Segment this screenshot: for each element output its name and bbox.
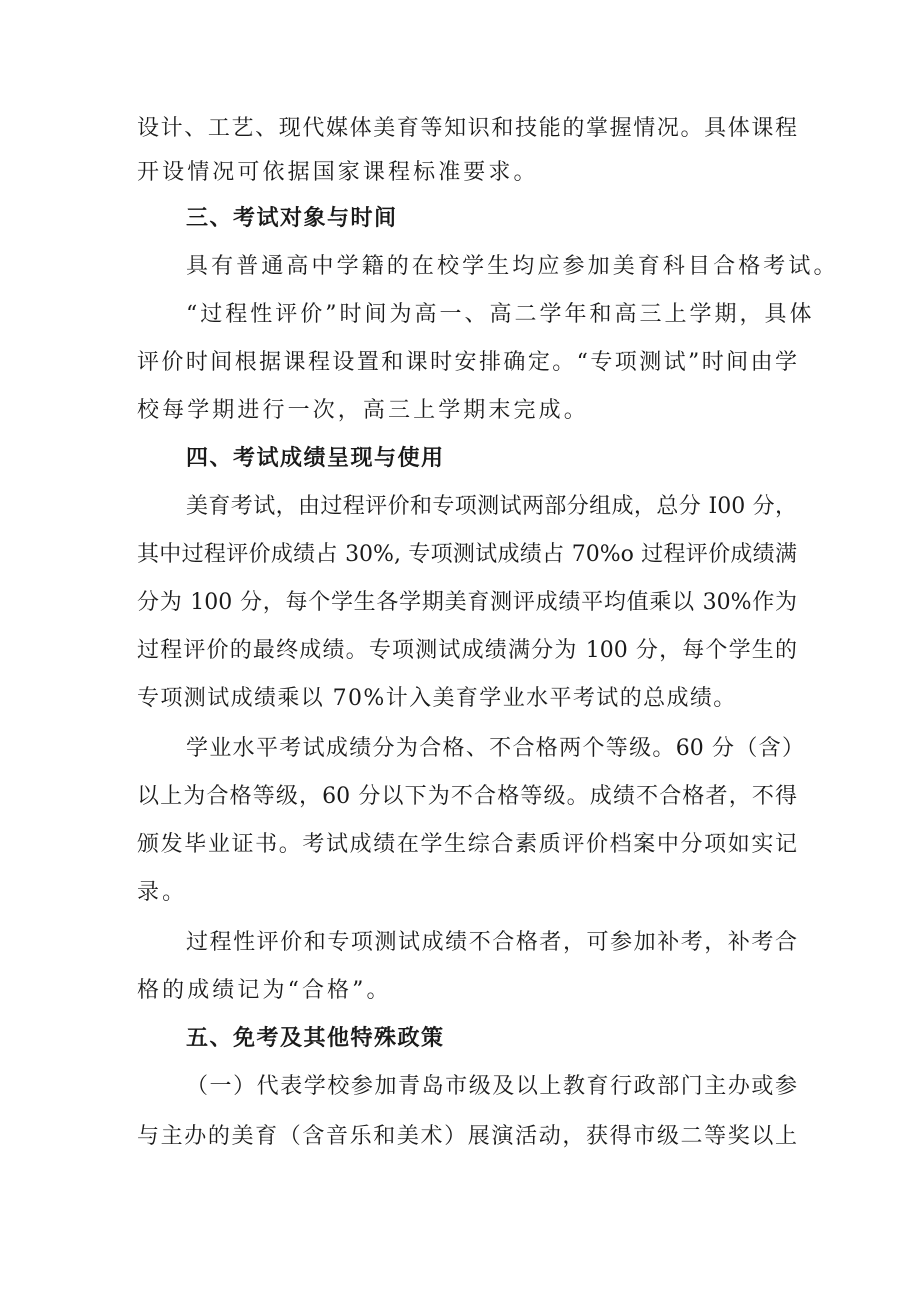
paragraph-line: 评价时间根据课程设置和课时安排确定。“专项测试”时间由学 bbox=[137, 350, 797, 375]
paragraph-line: 设计、工艺、现代媒体美育等知识和技能的掌握情况。具体课程 bbox=[137, 116, 797, 141]
paragraph-line: 美育考试，由过程评价和专项测试两部分组成，总分 I00 分， bbox=[186, 494, 797, 519]
section-heading: 三、考试对象与时间 bbox=[186, 206, 398, 231]
paragraph-line: 过程评价的最终成绩。专项测试成绩满分为 100 分，每个学生的 bbox=[137, 638, 797, 663]
paragraph-line: 格的成绩记为“合格”。 bbox=[137, 978, 392, 1003]
paragraph-line: 录。 bbox=[137, 880, 188, 905]
paragraph-line: 分为 100 分，每个学生各学期美育测评成绩平均值乘以 30%作为 bbox=[137, 590, 797, 615]
paragraph-line: 颁发毕业证书。考试成绩在学生综合素质评价档案中分项如实记 bbox=[137, 832, 797, 857]
paragraph-line: （一）代表学校参加青岛市级及以上教育行政部门主办或参 bbox=[186, 1074, 797, 1099]
paragraph-line: 过程性评价和专项测试成绩不合格者，可参加补考，补考合 bbox=[186, 930, 797, 955]
paragraph-line: 具有普通高中学籍的在校学生均应参加美育科目合格考试。 bbox=[186, 254, 839, 279]
paragraph-line: “过程性评价”时间为高一、高二学年和高三上学期，具体 bbox=[186, 302, 815, 327]
paragraph-line: 专项测试成绩乘以 70%计入美育学业水平考试的总成绩。 bbox=[137, 686, 737, 711]
section-heading: 五、免考及其他特殊政策 bbox=[186, 1026, 445, 1051]
paragraph-line: 其中过程评价成绩占 30%, 专项测试成绩占 70%o 过程评价成绩满 bbox=[137, 542, 797, 567]
paragraph-line: 学业水平考试成绩分为合格、不合格两个等级。60 分（含） bbox=[186, 736, 804, 761]
paragraph-line: 与主办的美育（含音乐和美术）展演活动，获得市级二等奖以上 bbox=[137, 1124, 797, 1149]
section-heading: 四、考试成绩呈现与使用 bbox=[186, 446, 445, 471]
paragraph-line: 校每学期进行一次，高三上学期末完成。 bbox=[137, 398, 589, 423]
paragraph-line: 开设情况可依据国家课程标准要求。 bbox=[137, 160, 539, 185]
paragraph-line: 以上为合格等级，60 分以下为不合格等级。成绩不合格者，不得 bbox=[137, 784, 797, 809]
